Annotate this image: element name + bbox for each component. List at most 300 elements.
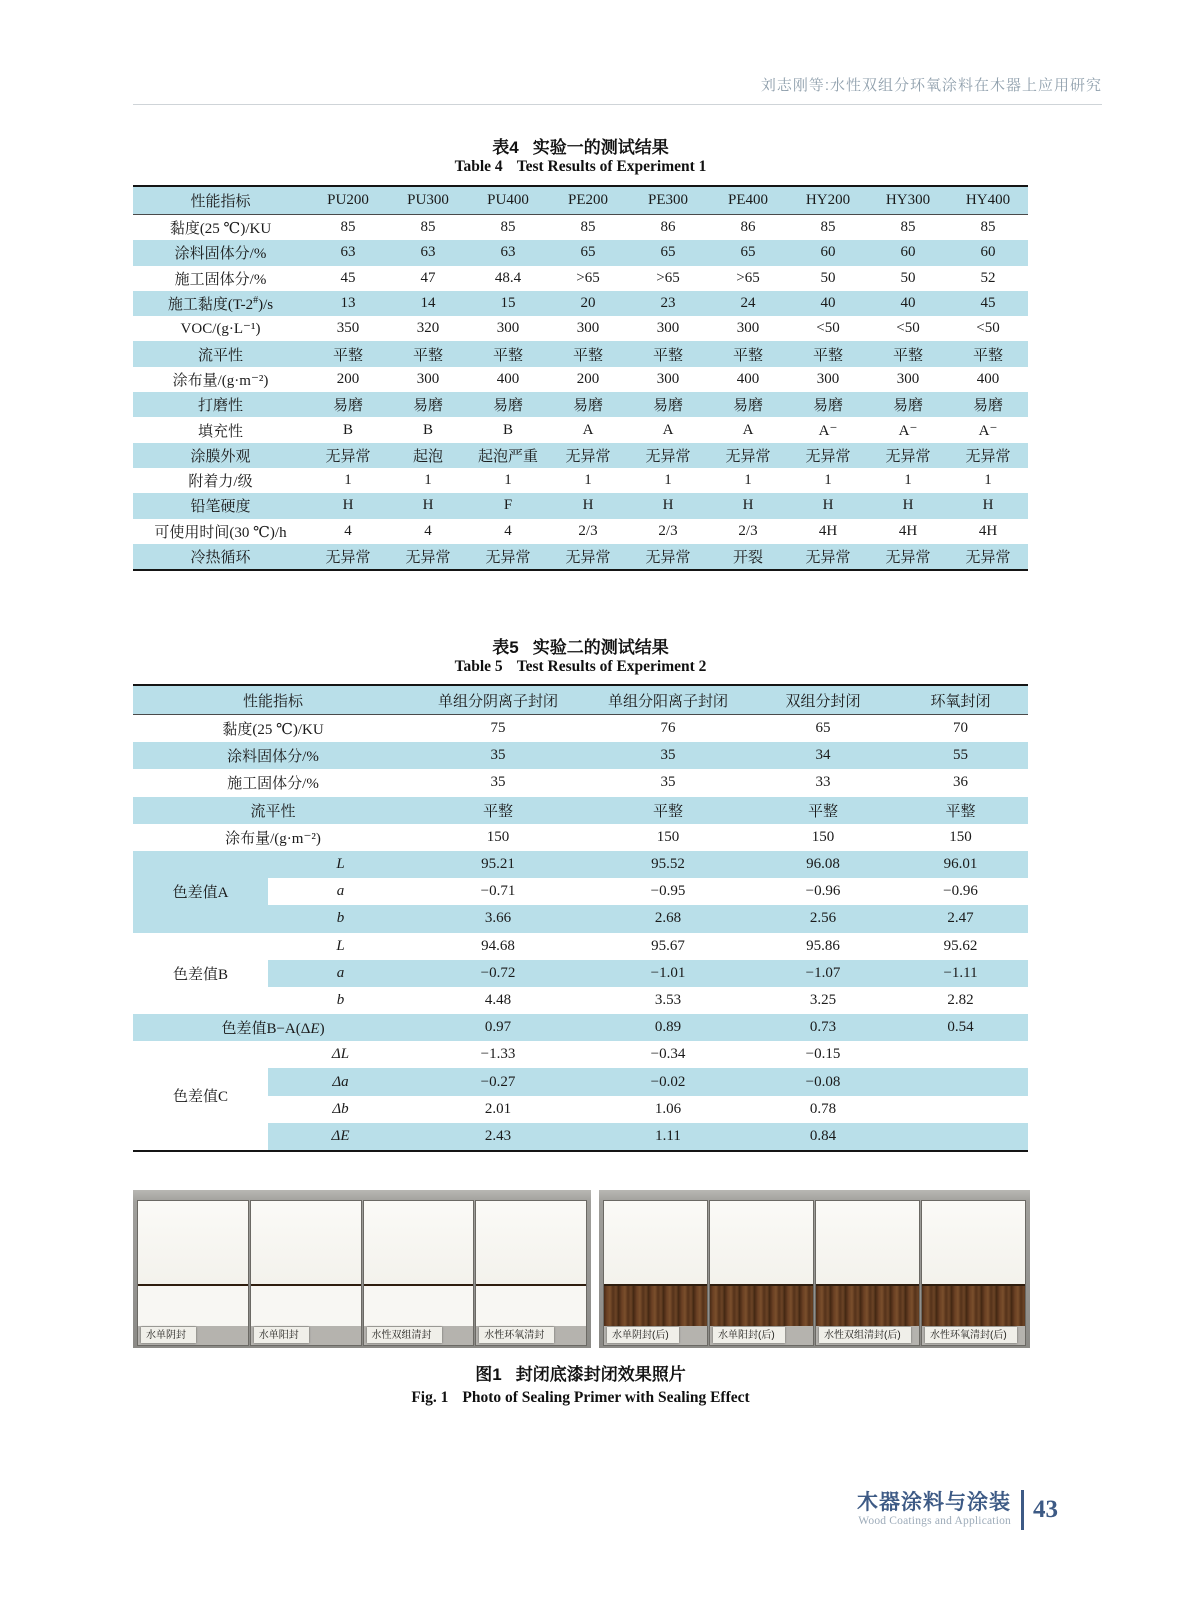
table5-cell: −0.34 [650,1046,686,1063]
panel-wood-area [476,1284,586,1326]
table5-sub-label: a [268,960,413,987]
panel-foot [604,1326,707,1345]
table5-row [133,1068,1028,1095]
table4-cell: 200 [336,370,360,387]
table5-cell: 95.86 [806,937,840,954]
table5-cell: 55 [893,742,1028,769]
table4-cell: 平整 [468,341,548,366]
table4-cell: A⁻ [898,422,918,439]
table5-title-cn [133,633,1028,658]
table4-col-header: 性能指标 [133,186,308,215]
table5-cell: −1.33 [480,1046,516,1063]
table5-text-cn: 实验二的测试结果 [532,638,669,657]
table4-cell: 50 [900,269,916,286]
table4-cell: 4 [504,522,512,539]
table4-text-cn: 实验一的测试结果 [532,138,669,157]
table5-cell: −0.72 [413,960,583,987]
table4-cell: 300 [656,370,680,387]
table4-cell: H [388,493,468,518]
table5-row [133,1014,1028,1041]
table4-cell: 4 [344,522,352,539]
table4-cell: 无异常 [548,443,628,468]
figure-caption-en [133,1389,1028,1407]
table5-row-label: 涂料固体分/% [133,742,413,769]
table4-cell: 无异常 [868,443,948,468]
table5-col-header: 环氧封闭 [893,685,1028,715]
panel-coated-area [922,1201,1025,1284]
table5-row-label: 施工固体分/% [227,776,319,793]
table4-row [133,417,1028,442]
table4-cell: A [662,421,674,438]
table5-cell: −0.71 [480,883,516,900]
panel-wood-area [604,1284,707,1326]
table5-number-en: Table 5 [454,658,503,675]
table4-cell: H [788,493,868,518]
photo-panel-label: 水性双组清封(后) [819,1327,911,1343]
photo-panel [816,1201,919,1345]
table5-cell: 35 [490,774,506,791]
figure-number-en: Fig. 1 [411,1389,449,1406]
table5-row [133,960,1028,987]
table5-cell: 34 [753,742,893,769]
table5-col-header: 单组分阳离子封闭 [583,685,753,715]
table4-row-label: 涂料固体分/% [133,240,308,265]
table5-row-label: 流平性 [133,797,413,824]
table4-cell: 60 [788,240,868,265]
figure-photo-before [133,1190,591,1348]
table4-cell: F [468,493,548,518]
table4-cell: 300 [656,320,680,337]
table4-cell: 85 [500,219,516,236]
table4-cell: 15 [468,291,548,316]
table4-col-header: HY300 [868,186,948,215]
table4-cell: 1 [664,472,672,489]
photo-panel-label: 水性环氧清封 [479,1327,554,1343]
table5-cell [893,1041,1028,1068]
journal-name-cn: 木器涂料与涂装 [857,1490,1011,1514]
table4-cell: 60 [868,240,948,265]
panel-foot [251,1326,361,1345]
table5-col-header: 双组分封闭 [753,685,893,715]
table4-cell: 63 [388,240,468,265]
table5-row [133,824,1028,851]
table4-cell: B [342,421,353,438]
table4-row-label: 附着力/级 [188,474,253,491]
table4-cell: 40 [788,291,868,316]
table4-cell: 60 [948,240,1028,265]
photo-panel [604,1201,707,1345]
table4-row [133,544,1028,570]
table5-row [133,878,1028,905]
table4-cell: 无异常 [308,443,388,468]
table5-cell: 150 [949,828,972,845]
table4-cell: 40 [868,291,948,316]
table5-cell: 150 [656,828,680,845]
table5-row-label: 涂布量/(g·m⁻²) [225,830,321,847]
table4-row-label: 打磨性 [133,392,308,417]
photo-panel-label: 水单阳封 [254,1327,309,1343]
table5-number-cn: 表5 [492,638,519,657]
table4-row [133,468,1028,493]
panel-coated-area [710,1201,813,1284]
panel-coated-area [816,1201,919,1284]
table5-cell: 3.53 [654,991,682,1008]
table4-cell: 起泡 [388,443,468,468]
table4-cell: <50 [896,320,920,337]
table4-cell: 无异常 [628,544,708,570]
table5-cell: 94.68 [481,937,515,954]
table4-cell: 无异常 [948,443,1028,468]
table4-cell: 50 [820,269,836,286]
table5-cell: 2.68 [583,905,753,932]
table5-row [133,987,1028,1014]
table5-sub-label: L [336,937,345,954]
table5-sub-label: Δa [268,1068,413,1095]
panel-wood-area [364,1284,474,1326]
panel-coated-area [251,1201,361,1284]
table5-cell: 95.67 [651,937,685,954]
table4-row-label: 黏度(25 ℃)/KU [169,221,272,238]
table4-cell: H [708,493,788,518]
table5-sub-label: Δb [332,1100,349,1117]
table4-cell: 4H [978,522,998,539]
table4-cell: 400 [736,370,760,387]
table5-cell: 2.43 [413,1123,583,1151]
table4-row-label: 填充性 [197,423,243,440]
table5-cell: −0.15 [805,1046,841,1063]
running-head [133,74,1102,105]
table4-cell: 24 [708,291,788,316]
table4-cell: 45 [340,269,356,286]
table5-cell: 4.48 [484,991,512,1008]
table4-cell: 易磨 [948,392,1028,417]
table4-cell: >65 [576,269,600,286]
table4-cell: 63 [468,240,548,265]
table4-cell: 300 [816,370,840,387]
panel-foot [816,1326,919,1345]
table5-cell: 2.56 [753,905,893,932]
table5-cell: 0.78 [809,1100,837,1117]
table4-row [133,291,1028,316]
table5-cell: 65 [815,720,831,737]
table5-group-label: 色差值C [172,1089,228,1106]
table5-cell: 95.62 [943,937,978,954]
table5-row [133,797,1028,824]
table4-cell: 平整 [948,341,1028,366]
table5-cell: 0.84 [753,1123,893,1151]
table4-cell: 4 [424,522,432,539]
table4-col-header: HY400 [948,186,1028,215]
table4-cell: 易磨 [708,392,788,417]
photo-panel-label: 水单阴封 [141,1327,196,1343]
table4-col-header: PU200 [308,186,388,215]
table4-cell: 300 [416,370,440,387]
panel-foot [710,1326,813,1345]
table5-cell: 70 [953,720,969,737]
table5-cell: 1.06 [654,1100,682,1117]
table4-cell: 52 [980,269,996,286]
table4-cell: A⁻ [818,422,838,439]
table4-cell: 易磨 [548,392,628,417]
table4-cell: 无异常 [948,544,1028,570]
table5-cell: 35 [660,774,676,791]
photo-panel [922,1201,1025,1345]
table4-row-label: 施工固体分/% [174,271,267,288]
table4-cell: 4H [898,522,918,539]
table5-cell [893,1123,1028,1151]
table4-cell: 无异常 [308,544,388,570]
table4-row [133,215,1028,241]
photo-panel-label: 水性双组清封 [367,1327,442,1343]
table5-row [133,933,1028,960]
table4-cell: 47 [420,269,436,286]
table4-row [133,367,1028,392]
table5-cell: 150 [811,828,835,845]
table4-cell: 平整 [548,341,628,366]
table4-cell: H [308,493,388,518]
table4-cell: 无异常 [788,443,868,468]
table4-cell: <50 [816,320,840,337]
table4-cell: 200 [576,370,600,387]
table4-cell: 300 [896,370,920,387]
table5-cell: 平整 [413,797,583,824]
table4-cell: 1 [744,472,752,489]
table4-cell: 86 [660,219,676,236]
table5-row [133,769,1028,796]
table5-sub-label: b [268,905,413,932]
table4-cell: 无异常 [868,544,948,570]
table4-cell: 起泡严重 [468,443,548,468]
table5-cell: 2.01 [484,1100,512,1117]
table4-cell: 13 [308,291,388,316]
panel-foot [364,1326,474,1345]
table5-cell: 1.11 [583,1123,753,1151]
table5-col-header: 单组分阴离子封闭 [413,685,583,715]
footer-divider [1021,1490,1024,1530]
journal-block [857,1492,1011,1529]
table5-cell: 150 [486,828,510,845]
table4-row [133,240,1028,265]
figure-caption-cn [133,1360,1028,1385]
table4-cell: <50 [976,320,1000,337]
table5-row-label: 黏度(25 ℃)/KU [222,722,324,739]
table5-cell: 35 [583,742,753,769]
table4-cell: 1 [904,472,912,489]
table4-cell: 易磨 [788,392,868,417]
table4-cell: 65 [628,240,708,265]
table4-row-label: 冷热循环 [133,544,308,570]
table4-cell: H [948,493,1028,518]
table4-cell: A [742,421,754,438]
table4-cell: A [582,421,594,438]
table4-cell: 48.4 [494,269,522,286]
panel-wood-area [710,1284,813,1326]
table4-cell: 23 [628,291,708,316]
table4-cell: 63 [308,240,388,265]
table4-cell: 1 [584,472,592,489]
table4-cell: 1 [344,472,352,489]
photo-panel [710,1201,813,1345]
table4-cell: 无异常 [548,544,628,570]
table5-cell: 平整 [893,797,1028,824]
table4-cell: 无异常 [628,443,708,468]
figure-text-cn: 封闭底漆封闭效果照片 [515,1365,686,1384]
table4-col-header: PU300 [388,186,468,215]
table4-row-label: 流平性 [133,341,308,366]
table5-row [133,905,1028,932]
table5-row [133,715,1028,743]
running-title: 刘志刚等:水性双组分环氧涂料在木器上应用研究 [760,77,1102,94]
figure-number-cn: 图1 [475,1365,502,1384]
figure-photo-after [599,1190,1030,1348]
table5 [133,684,1028,1152]
table4-cell: 85 [900,219,916,236]
table4-cell: 易磨 [868,392,948,417]
table5-cell: 3.66 [413,905,583,932]
table5-col-header: 性能指标 [133,685,413,715]
table4-cell: 86 [740,219,756,236]
table4-row [133,341,1028,366]
figure-text-en: Photo of Sealing Primer with Sealing Effect [462,1389,750,1406]
table4-cell: 平整 [308,341,388,366]
table4-cell: 4H [818,522,838,539]
photo-panel [138,1201,248,1345]
table4-cell: B [502,421,513,438]
table4-cell: 1 [984,472,992,489]
table4-cell: 2/3 [578,522,598,539]
table4-cell: >65 [656,269,680,286]
journal-name-en: Wood Coatings and Application [858,1514,1011,1527]
photo-panel-label: 水单阳封(后) [713,1327,785,1343]
table5-cell: 3.25 [809,991,837,1008]
table4-cell: 320 [416,320,440,337]
table4-row [133,316,1028,341]
table4-cell: 300 [736,320,760,337]
photo-panel [476,1201,586,1345]
table5-cell: −0.96 [805,883,841,900]
table5-row [133,1041,1028,1068]
table4-cell: 300 [496,320,520,337]
table4-title-cn [133,133,1028,158]
table5-cell: −1.01 [583,960,753,987]
table5-cell: −0.27 [413,1068,583,1095]
table4-cell: 14 [388,291,468,316]
table5-cell: −1.11 [893,960,1028,987]
table4-cell: 45 [948,291,1028,316]
table5-cell: 35 [413,742,583,769]
table4-cell: 1 [504,472,512,489]
table4-row-label: 可使用时间(30 ℃)/h [154,524,287,541]
photo-panel-label: 水单阴封(后) [607,1327,679,1343]
table4-cell: 20 [548,291,628,316]
table4-col-header: PE200 [548,186,628,215]
table4-row-label: VOC/(g·L⁻¹) [180,321,261,338]
table4-cell: 85 [820,219,836,236]
table5-cell [893,1096,1028,1123]
panel-coated-area [476,1201,586,1284]
table4-cell: 平整 [868,341,948,366]
panel-coated-area [138,1201,248,1284]
table4-cell: 2/3 [738,522,758,539]
table4-cell: A⁻ [978,422,998,439]
table4-col-header: PU400 [468,186,548,215]
table4-col-header: PE300 [628,186,708,215]
table4-cell: 易磨 [468,392,548,417]
table4-cell: 85 [980,219,996,236]
table4 [133,185,1028,571]
panel-foot [922,1326,1025,1345]
table5-sub-label: ΔL [331,1046,350,1063]
table4-cell: 400 [976,370,1000,387]
table4-cell: 易磨 [628,392,708,417]
photo-panel [251,1201,361,1345]
table5-cell: 0.89 [583,1014,753,1041]
table4-cell: 65 [548,240,628,265]
panel-foot [476,1326,586,1345]
table4-cell: 85 [340,219,356,236]
table5-sub-label: ΔE [268,1123,413,1151]
table4-cell: H [628,493,708,518]
table4-cell: 85 [580,219,596,236]
table5-cell: 96.08 [753,851,893,878]
table5-cell: 36 [953,774,969,791]
table5-cell: 95.21 [413,851,583,878]
table4-row-label: 施工黏度(T-2#)/s [133,291,308,316]
table4-row-label: 涂膜外观 [133,443,308,468]
panel-coated-area [364,1201,474,1284]
table4-row [133,392,1028,417]
table4-cell: 85 [420,219,436,236]
table5-cell: 96.01 [893,851,1028,878]
table4-cell: B [422,421,433,438]
photo-panel-label: 水性环氧清封(后) [925,1327,1017,1343]
table5-sub-label: L [268,851,413,878]
table4-row [133,493,1028,518]
table4-cell: 2/3 [658,522,678,539]
table4-cell: 平整 [708,341,788,366]
table5-cell: −0.02 [583,1068,753,1095]
table5-cell: 0.73 [753,1014,893,1041]
table4-row [133,519,1028,544]
table4-cell: 1 [424,472,432,489]
table5-sub-label: b [336,991,345,1008]
panel-wood-area [816,1284,919,1326]
table5-cell: 2.47 [893,905,1028,932]
table4-cell: 65 [708,240,788,265]
panel-coated-area [604,1201,707,1284]
panel-wood-area [138,1284,248,1326]
table4-col-header: PE400 [708,186,788,215]
table4-cell: 易磨 [388,392,468,417]
table5-cell: −0.96 [943,883,978,900]
table5-group-label: 色差值A [133,851,268,933]
table4-text-en: Test Results of Experiment 1 [516,158,707,175]
page-footer [857,1490,1058,1530]
table4-row-label: 铅笔硬度 [133,493,308,518]
photo-panel [364,1201,474,1345]
table5-row [133,851,1028,878]
table5-cell: 33 [815,774,831,791]
table4-cell: 无异常 [708,443,788,468]
table5-cell: 平整 [583,797,753,824]
table5-text-en: Test Results of Experiment 2 [516,658,707,675]
table4-cell: 易磨 [308,392,388,417]
table5-cell: −1.07 [753,960,893,987]
table5-cell: 76 [660,720,676,737]
panel-wood-area [251,1284,361,1326]
panel-foot [138,1326,248,1345]
table5-row [133,1123,1028,1151]
